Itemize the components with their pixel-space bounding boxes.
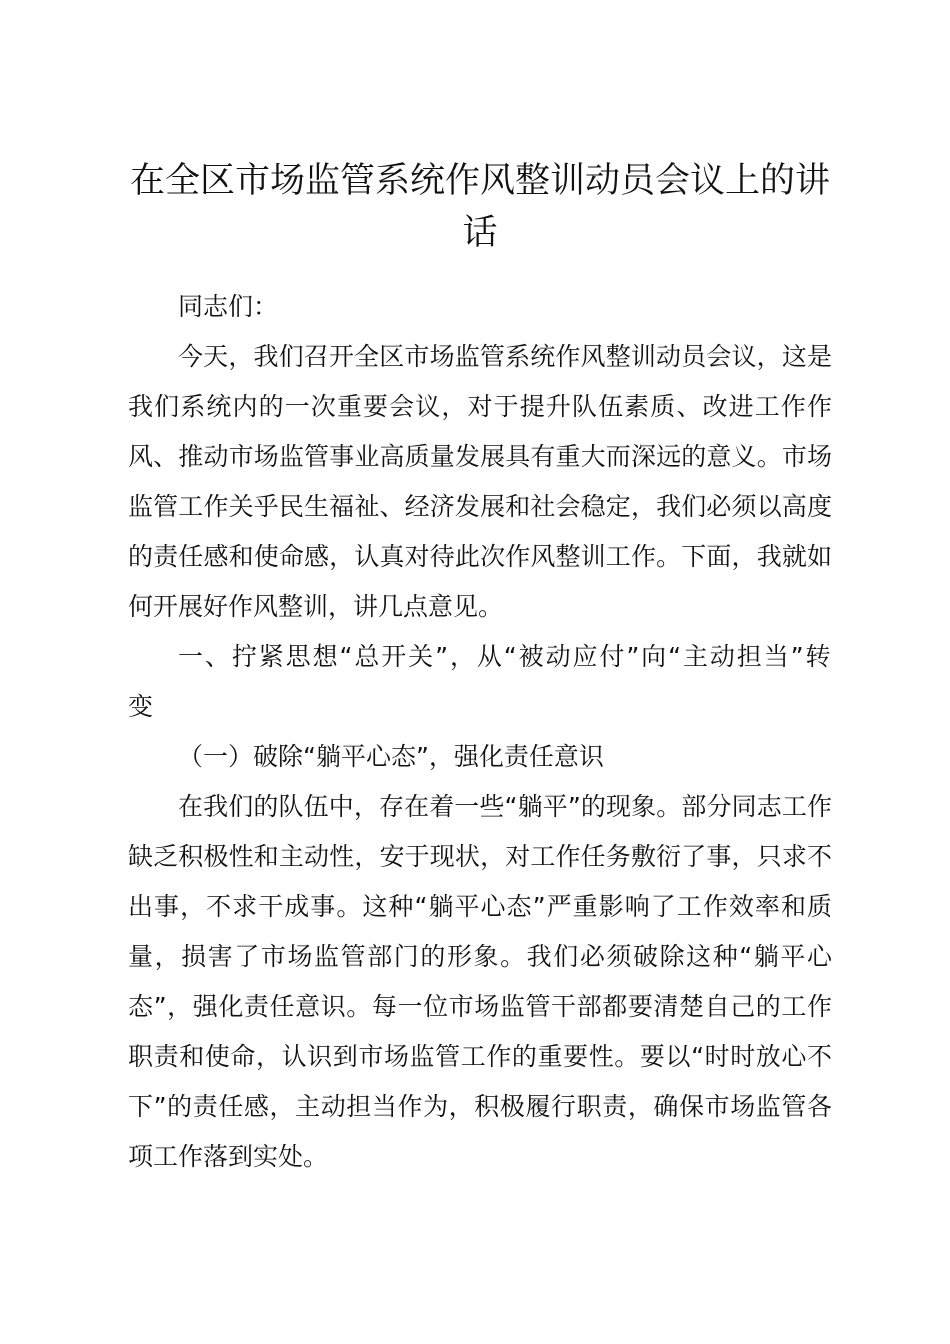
intro-paragraph: 今天，我们召开全区市场监管系统作风整训动员会议，这是我们系统内的一次重要会议，对于提升队伍素质、改进工作作风、推动市场监管事业高质量发展具有重大而深远的意义。市场监管工作关乎民生福祉、经济发展和社会稳定，我们必须以高度的责任感和使命感，认真对待此次作风整训工作。下面，我就如何开展好作风整训，讲几点意见。 bbox=[128, 342, 832, 621]
document-title: 在全区市场监管系统作风整训动员会议上的讲话 bbox=[129, 161, 830, 253]
document-body bbox=[128, 282, 832, 1182]
subsection-1-heading: （一）破除“躺平心态”，强化责任意识 bbox=[178, 742, 604, 771]
salutation: 同志们： bbox=[178, 292, 279, 321]
section-1-heading: 一、拧紧思想“总开关”，从“被动应付”向“主动担当”转变 bbox=[128, 642, 832, 721]
subsection-1-paragraph: 在我们的队伍中，存在着一些“躺平”的现象。部分同志工作缺乏积极性和主动性，安于现状，对工作任务敷衍了事，只求不出事，不求干成事。这种“躺平心态”严重影响了工作效率和质量，损害了市场监管部门的形象。我们必须破除这种“躺平心态”，强化责任意识。每一位市场监管干部都要清楚自己的工作职责和使命，认识到市场监管工作的重要性。要以“时时放心不下”的责任感，主动担当作为，积极履行职责，确保市场监管各项工作落到实处。 bbox=[128, 792, 832, 1171]
